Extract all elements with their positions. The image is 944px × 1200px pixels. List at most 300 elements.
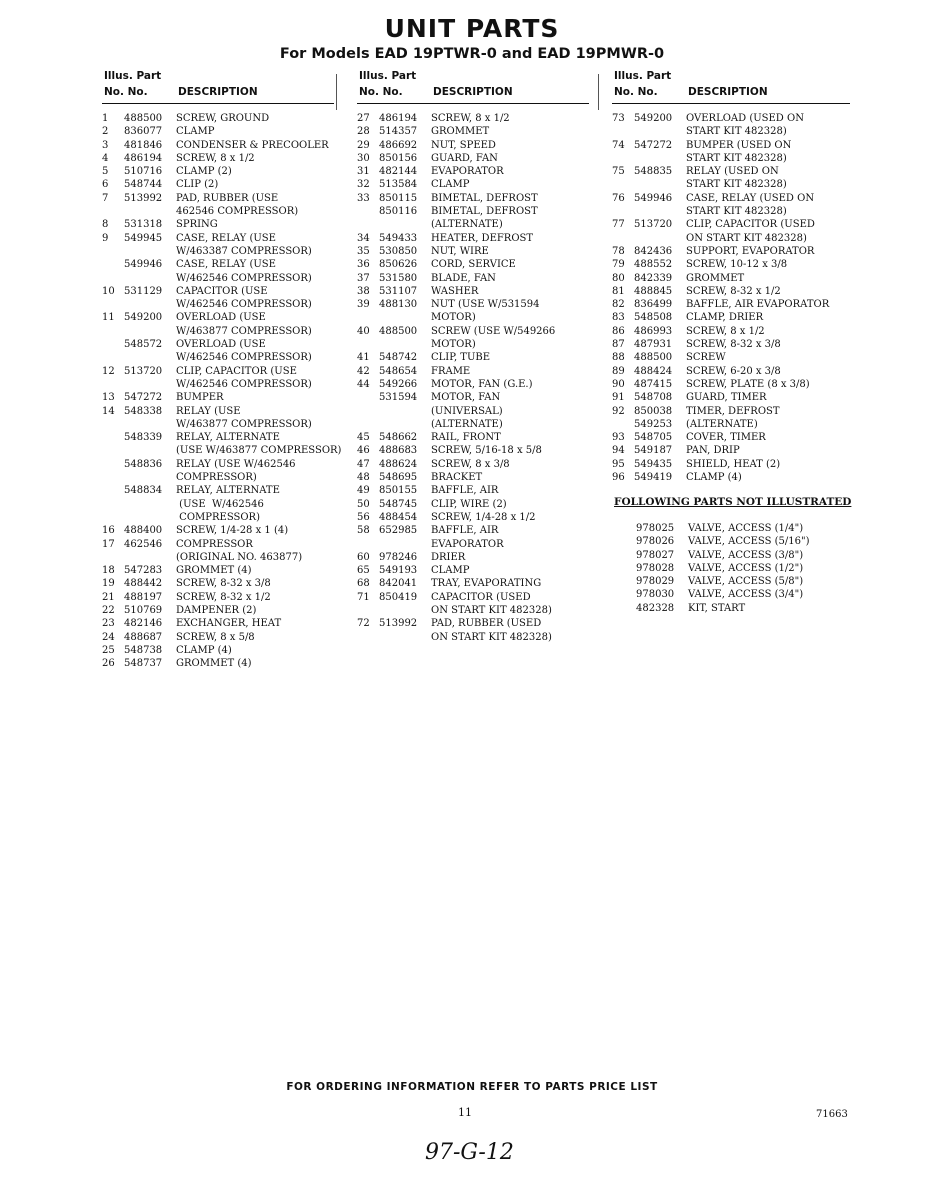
part-description: (ALTERNATE)	[431, 219, 503, 231]
part-description: VALVE, ACCESS (5/8")	[688, 576, 804, 588]
parts-row	[612, 338, 850, 351]
illus-number: 31	[357, 166, 370, 178]
handwritten-note: 97-G-12	[425, 1140, 514, 1165]
illus-number: 44	[357, 378, 370, 390]
illus-number: 94	[612, 445, 625, 457]
part-number: 548508	[634, 312, 673, 324]
header-description: DESCRIPTION	[178, 86, 258, 98]
parts-row	[357, 524, 589, 537]
part-description: NUT, SPEED	[431, 139, 496, 151]
parts-row	[357, 285, 589, 298]
illus-number	[612, 232, 634, 245]
illus-number: 35	[357, 245, 370, 257]
illus-number: 65	[357, 565, 370, 577]
part-description: NUT (USE W/531594	[431, 299, 540, 311]
part-description: SCREW, 8 x 1/2	[176, 152, 255, 164]
part-number: 531129	[124, 285, 163, 297]
part-number: 547272	[634, 139, 673, 151]
parts-row	[102, 272, 334, 285]
header-no-no: No. No.	[614, 86, 658, 98]
part-description: MOTOR)	[431, 339, 476, 351]
part-number: 486194	[124, 152, 163, 164]
parts-row	[357, 152, 589, 165]
parts-row	[612, 458, 850, 471]
part-number: 462546	[124, 538, 163, 550]
part-description: (USE W/462546	[176, 498, 264, 510]
illus-number: 95	[612, 458, 625, 470]
part-number: 978029	[636, 576, 675, 588]
illus-number: 28	[357, 126, 370, 138]
part-number: 842041	[379, 578, 418, 590]
part-description: START KIT 482328)	[686, 126, 787, 138]
illus-number	[102, 444, 124, 457]
parts-row	[357, 418, 589, 431]
parts-column-2	[357, 70, 589, 644]
illus-number: 16	[102, 525, 115, 537]
part-description: DRIER	[431, 551, 466, 563]
parts-row	[102, 431, 334, 444]
part-description: EVAPORATOR	[431, 538, 504, 550]
illus-number: 6	[102, 179, 109, 191]
parts-row	[102, 139, 334, 152]
part-description: CORD, SERVICE	[431, 259, 516, 271]
illus-number	[357, 631, 379, 644]
part-description: W/462546 COMPRESSOR)	[176, 272, 312, 284]
parts-row	[102, 511, 334, 524]
part-number	[124, 272, 176, 285]
part-number	[379, 631, 431, 644]
part-number: 850038	[634, 405, 673, 417]
part-description: HEATER, DEFROST	[431, 232, 534, 244]
part-description: SCREW, 8 x 1/2	[686, 325, 765, 337]
part-number: 488687	[124, 631, 163, 643]
parts-row	[357, 564, 589, 577]
part-number: 978246	[379, 551, 418, 563]
parts-row	[357, 365, 589, 378]
parts-row	[102, 285, 334, 298]
part-number	[634, 178, 686, 191]
illus-number	[102, 458, 124, 471]
part-description: ON START KIT 482328)	[431, 631, 552, 643]
parts-row	[102, 418, 334, 431]
part-description: PAD, RUBBER (USED	[431, 618, 542, 630]
illus-number	[102, 338, 124, 351]
parts-row	[612, 192, 850, 205]
parts-row	[357, 272, 589, 285]
parts-row	[357, 245, 589, 258]
illus-number: 32	[357, 179, 370, 191]
parts-row	[357, 617, 589, 630]
part-description: SCREW, 5/16-18 x 5/8	[431, 445, 542, 457]
parts-row	[102, 378, 334, 391]
parts-column-3	[612, 70, 850, 484]
illus-number	[614, 522, 636, 535]
illus-number: 74	[612, 139, 625, 151]
column-divider	[598, 74, 599, 110]
part-number: 488130	[379, 299, 418, 311]
parts-row	[357, 577, 589, 590]
illus-number	[102, 551, 124, 564]
parts-row	[612, 112, 850, 125]
part-number: 488442	[124, 578, 163, 590]
illus-number: 50	[357, 498, 370, 510]
part-number	[379, 418, 431, 431]
page-number: 11	[458, 1106, 472, 1119]
parts-row	[102, 577, 334, 590]
illus-number: 4	[102, 152, 109, 164]
part-description: (ALTERNATE)	[686, 418, 758, 430]
part-description: DAMPENER (2)	[176, 604, 257, 616]
part-description: GUARD, TIMER	[686, 392, 767, 404]
part-description: BIMETAL, DEFROST	[431, 192, 538, 204]
page-title: UNIT PARTS	[384, 14, 560, 43]
parts-row	[357, 551, 589, 564]
part-description: SCREW, 10-12 x 3/8	[686, 259, 788, 271]
parts-row	[357, 405, 589, 418]
illus-number: 78	[612, 245, 625, 257]
part-number: 549266	[379, 378, 418, 390]
illus-number	[614, 602, 636, 615]
illus-number: 60	[357, 551, 370, 563]
part-description: ON START KIT 482328)	[431, 604, 552, 616]
illus-number	[102, 431, 124, 444]
part-number: 836499	[634, 299, 673, 311]
parts-row	[612, 205, 850, 218]
part-number: 548338	[124, 405, 163, 417]
illus-number: 26	[102, 658, 115, 670]
parts-row	[102, 484, 334, 497]
parts-row	[102, 218, 334, 231]
part-number: 549253	[634, 418, 673, 430]
part-description: VALVE, ACCESS (3/8")	[688, 549, 804, 561]
illus-number: 45	[357, 432, 370, 444]
part-number: 486194	[379, 113, 418, 124]
part-description: BIMETAL, DEFROST	[431, 206, 538, 218]
illus-number	[357, 405, 379, 418]
part-number: 549419	[634, 472, 673, 484]
parts-list	[612, 112, 850, 484]
parts-row	[102, 591, 334, 604]
illus-number	[357, 311, 379, 324]
part-number: 531107	[379, 285, 418, 297]
part-description: VALVE, ACCESS (5/16")	[688, 536, 810, 548]
part-description: MOTOR, FAN (G.E.)	[431, 378, 533, 390]
illus-number: 23	[102, 618, 115, 630]
illus-number	[102, 418, 124, 431]
parts-row	[357, 591, 589, 604]
illus-number	[102, 272, 124, 285]
part-number: 549945	[124, 232, 163, 244]
illus-number: 8	[102, 219, 109, 231]
part-description: BAFFLE, AIR EVAPORATOR	[686, 299, 830, 311]
part-number	[379, 338, 431, 351]
illus-number	[612, 205, 634, 218]
not-illustrated-heading: FOLLOWING PARTS NOT ILLUSTRATED	[614, 496, 852, 508]
parts-row	[614, 535, 854, 548]
illus-number: 90	[612, 378, 625, 390]
parts-row	[612, 258, 850, 271]
part-number	[124, 444, 176, 457]
part-description: BAFFLE, AIR	[431, 485, 499, 497]
parts-row	[612, 218, 850, 231]
part-number: 548742	[379, 352, 418, 364]
parts-row	[612, 351, 850, 364]
parts-row	[357, 511, 589, 524]
part-description: W/462546 COMPRESSOR)	[176, 299, 312, 311]
part-description: COVER, TIMER	[686, 432, 766, 444]
part-number: 513720	[124, 365, 163, 377]
part-number: 488454	[379, 511, 418, 523]
parts-row	[102, 165, 334, 178]
part-description: BLADE, FAN	[431, 272, 496, 284]
column-header	[612, 70, 850, 104]
parts-row	[102, 311, 334, 324]
part-number	[379, 405, 431, 418]
parts-row	[612, 325, 850, 338]
part-number: 850626	[379, 259, 418, 271]
illus-number: 34	[357, 232, 370, 244]
parts-column-1	[102, 70, 342, 670]
part-description: NUT, WIRE	[431, 245, 489, 257]
parts-row	[614, 522, 854, 535]
part-number	[634, 232, 686, 245]
parts-row	[612, 418, 850, 431]
illus-number: 17	[102, 538, 115, 550]
parts-row	[102, 112, 334, 125]
illus-number: 48	[357, 472, 370, 484]
part-description: CASE, RELAY (USE	[176, 232, 276, 244]
illus-number	[614, 575, 636, 588]
illus-number: 75	[612, 166, 625, 178]
part-number	[124, 551, 176, 564]
parts-row	[102, 391, 334, 404]
part-number: 510769	[124, 604, 163, 616]
illus-number: 68	[357, 578, 370, 590]
illus-number	[102, 351, 124, 364]
illus-number	[102, 258, 124, 271]
illus-number	[102, 378, 124, 391]
illus-number	[102, 325, 124, 338]
part-number: 548744	[124, 179, 163, 191]
part-description: FRAME	[431, 365, 471, 377]
part-description: BUMPER	[176, 392, 224, 404]
part-number: 482328	[636, 602, 675, 614]
part-number: 548662	[379, 432, 418, 444]
part-number	[124, 498, 176, 511]
part-description: W/462546 COMPRESSOR)	[176, 352, 312, 364]
parts-row	[612, 365, 850, 378]
part-description: COMPRESSOR)	[176, 472, 257, 484]
illus-number	[614, 535, 636, 548]
part-description: CLAMP (4)	[686, 472, 742, 484]
illus-number: 18	[102, 565, 115, 577]
part-description: EXCHANGER, HEAT	[176, 618, 282, 630]
part-description: W/463877 COMPRESSOR)	[176, 325, 312, 337]
part-number: 548654	[379, 365, 418, 377]
parts-row	[612, 125, 850, 138]
part-description: RELAY (USED ON	[686, 166, 779, 178]
column-header	[357, 70, 589, 104]
part-description: TIMER, DEFROST	[686, 405, 780, 417]
part-description: COMPRESSOR)	[176, 511, 260, 523]
illus-number	[357, 338, 379, 351]
part-description: SCREW (USE W/549266	[431, 325, 556, 337]
illus-number: 87	[612, 339, 625, 351]
part-description: 462546 COMPRESSOR)	[176, 206, 299, 218]
parts-row	[102, 338, 334, 351]
parts-row	[102, 657, 334, 670]
header-description: DESCRIPTION	[433, 86, 513, 98]
parts-row	[102, 245, 334, 258]
part-description: CAPACITOR (USE	[176, 285, 268, 297]
parts-row	[102, 538, 334, 551]
illus-number: 79	[612, 259, 625, 271]
parts-row	[357, 139, 589, 152]
illus-number: 9	[102, 232, 109, 244]
illus-number	[102, 498, 124, 511]
illus-number	[102, 298, 124, 311]
part-description: W/462546 COMPRESSOR)	[176, 378, 312, 390]
part-description: PAN, DRIP	[686, 445, 740, 457]
parts-row	[357, 298, 589, 311]
part-number: 978027	[636, 549, 675, 561]
parts-row	[612, 298, 850, 311]
not-illustrated-list	[614, 522, 854, 615]
header-illus-part: Illus. Part	[359, 70, 417, 82]
part-description: OVERLOAD (USE	[176, 339, 266, 351]
illus-number: 11	[102, 312, 115, 324]
ordering-note: FOR ORDERING INFORMATION REFER TO PARTS PRICE LIST	[286, 1081, 658, 1093]
part-number	[634, 125, 686, 138]
part-description: (ORIGINAL NO. 463877)	[176, 551, 303, 563]
part-number	[124, 205, 176, 218]
parts-row	[612, 378, 850, 391]
parts-row	[357, 484, 589, 497]
illus-number: 25	[102, 644, 115, 656]
part-description: SCREW, 8-32 x 3/8	[686, 339, 781, 351]
part-number: 549435	[634, 458, 673, 470]
parts-row	[357, 178, 589, 191]
illus-number: 14	[102, 405, 115, 417]
part-description: GROMMET (4)	[176, 658, 252, 670]
part-description: CLAMP	[431, 565, 470, 577]
part-description: RELAY, ALTERNATE	[176, 485, 280, 497]
part-number	[634, 152, 686, 165]
parts-row	[612, 165, 850, 178]
parts-row	[357, 205, 589, 218]
part-description: GROMMET	[431, 126, 490, 138]
illus-number	[102, 245, 124, 258]
parts-row	[357, 538, 589, 551]
part-number	[124, 298, 176, 311]
parts-row	[614, 602, 854, 615]
part-description: RELAY (USE	[176, 405, 241, 417]
part-description: EVAPORATOR	[431, 166, 504, 178]
part-number: 978026	[636, 536, 675, 548]
illus-number	[614, 562, 636, 575]
part-number	[379, 604, 431, 617]
parts-row	[357, 391, 589, 404]
part-number: 548745	[379, 498, 418, 510]
illus-number: 91	[612, 392, 625, 404]
part-number: 850156	[379, 152, 418, 164]
part-number: 531580	[379, 272, 418, 284]
part-number: 548572	[124, 339, 163, 351]
parts-row	[612, 405, 850, 418]
illus-number: 42	[357, 365, 370, 377]
part-description: BUMPER (USED ON	[686, 139, 792, 151]
parts-row	[102, 152, 334, 165]
part-description: SHIELD, HEAT (2)	[686, 458, 781, 470]
illus-number: 80	[612, 272, 625, 284]
illus-number: 27	[357, 113, 370, 124]
parts-row	[612, 245, 850, 258]
illus-number: 82	[612, 299, 625, 311]
part-number: 547272	[124, 392, 163, 404]
part-description: CLIP, CAPACITOR (USE	[176, 365, 297, 377]
illus-number: 39	[357, 299, 370, 311]
illus-number	[357, 604, 379, 617]
part-description: GUARD, FAN	[431, 152, 498, 164]
part-description: SCREW, 8 x 1/2	[431, 113, 510, 124]
part-number: 549946	[124, 259, 163, 271]
part-number: 482146	[124, 618, 163, 630]
part-number: 513992	[124, 192, 163, 204]
part-number: 488624	[379, 458, 418, 470]
parts-row	[357, 498, 589, 511]
part-number: 482144	[379, 166, 418, 178]
parts-row	[357, 378, 589, 391]
illus-number: 92	[612, 405, 625, 417]
illus-number: 21	[102, 591, 115, 603]
part-description: SCREW, 8 x 3/8	[431, 458, 510, 470]
part-number: 547283	[124, 565, 163, 577]
parts-row	[357, 125, 589, 138]
illus-number	[102, 205, 124, 218]
illus-number: 7	[102, 192, 109, 204]
part-description: CLAMP	[176, 126, 215, 138]
part-description: SCREW, PLATE (8 x 3/8)	[686, 378, 810, 390]
part-number: 548695	[379, 472, 418, 484]
illus-number: 12	[102, 365, 115, 377]
part-number: 850155	[379, 485, 418, 497]
part-number	[124, 418, 176, 431]
parts-row	[102, 444, 342, 457]
part-description: SCREW, 8-32 x 1/2	[176, 591, 271, 603]
part-description: OVERLOAD (USED ON	[686, 113, 804, 124]
parts-row	[612, 152, 850, 165]
parts-row	[357, 471, 589, 484]
part-description: CLIP, TUBE	[431, 352, 491, 364]
illus-number	[102, 484, 124, 497]
part-number: 549200	[634, 113, 673, 124]
part-description: CASE, RELAY (USED ON	[686, 192, 815, 204]
parts-row	[102, 604, 334, 617]
part-number: 486993	[634, 325, 673, 337]
illus-number: 47	[357, 458, 370, 470]
illus-number: 56	[357, 511, 370, 523]
part-number	[634, 205, 686, 218]
part-description: GROMMET	[686, 272, 745, 284]
part-number: 549946	[634, 192, 673, 204]
parts-row	[102, 564, 334, 577]
part-description: CASE, RELAY (USE	[176, 259, 276, 271]
part-number: 488500	[634, 352, 673, 364]
part-number: 548339	[124, 432, 163, 444]
illus-number	[102, 511, 124, 524]
part-description: BAFFLE, AIR	[431, 525, 499, 537]
part-number: 514357	[379, 126, 418, 138]
